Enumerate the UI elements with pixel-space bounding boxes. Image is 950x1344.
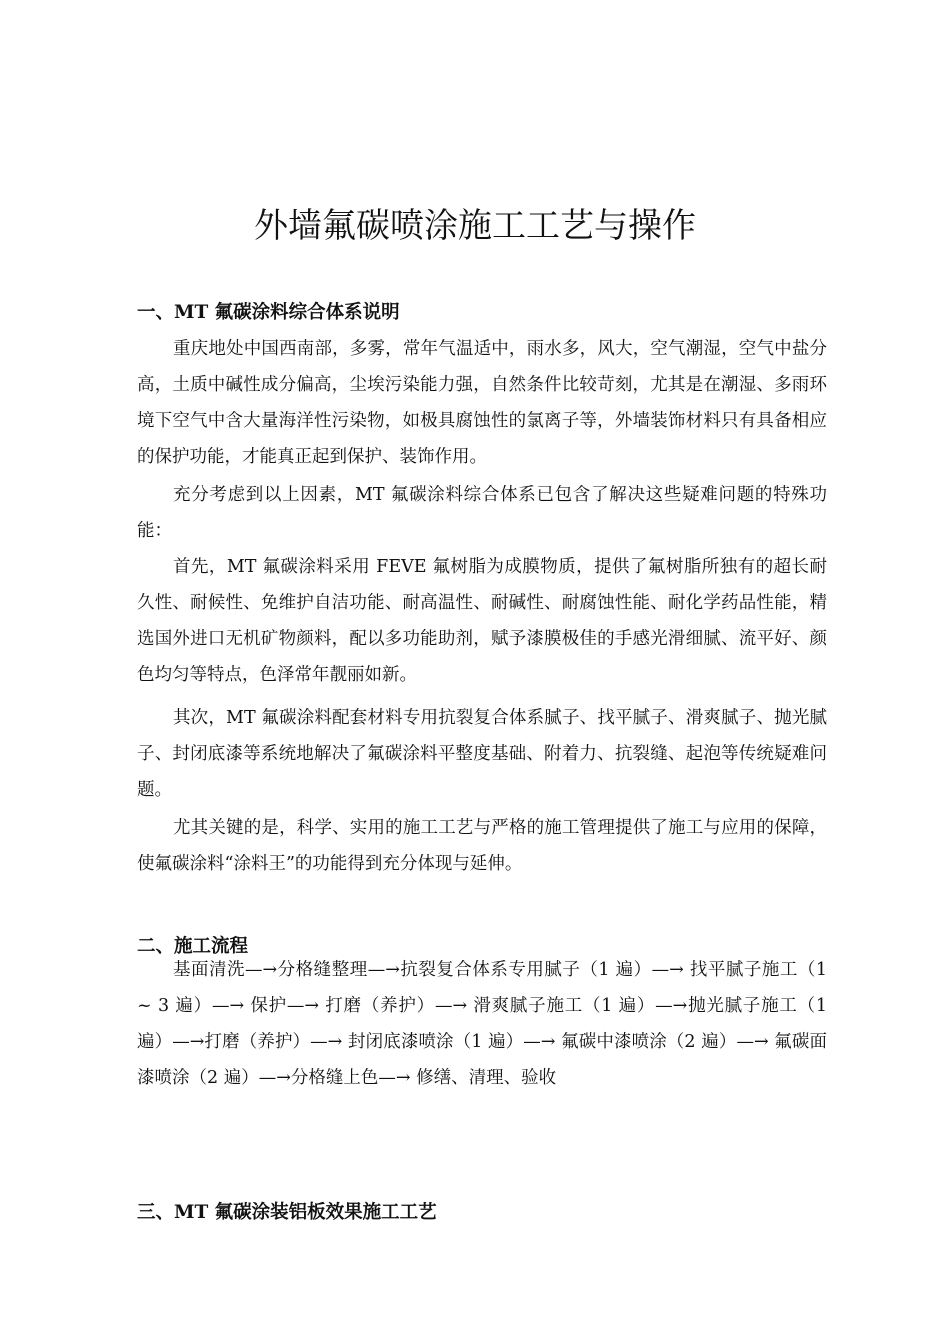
process-flow-paragraph: 基面清洗—→分格缝整理—→抗裂复合体系专用腻子（1 遍）—→ 找平腻子施工（1 ~ 3 遍）—→ 保护—→ 打磨（养护）—→ 滑爽腻子施工（1 遍）—→抛光腻子施工（1 遍）—→打磨（养护）—→ 封闭底漆喷涂（1 遍）—→ 氟碳中漆喷涂（2 遍）—→ 氟碳面漆喷涂（2 遍）—→分格缝上色—→ 修缮、清理、验收 [137,960,827,1088]
section-heading-2: 二、施工流程 [137,936,249,957]
paragraph: 充分考虑到以上因素，MT 氟碳涂料综合体系已包含了解决这些疑难问题的特殊功能： [137,485,827,541]
paragraph: 尤其关键的是，科学、实用的施工工艺与严格的施工管理提供了施工与应用的保障，使氟碳涂料“涂料王”的功能得到充分体现与延伸。 [137,818,827,874]
paragraph: 首先，MT 氟碳涂料采用 FEVE 氟树脂为成膜物质，提供了氟树脂所独有的超长耐久性、耐候性、免维护自洁功能、耐高温性、耐碱性、耐腐蚀性能、耐化学药品性能，精选国外进口无机矿物颜料，配以多功能助剂，赋予漆膜极佳的手感光滑细腻、流平好、颜色均匀等特点，色泽常年靓丽如新。 [137,557,827,685]
section-heading-3: 三、MT 氟碳涂装铝板效果施工工艺 [137,1202,437,1223]
section-heading-1: 一、MT 氟碳涂料综合体系说明 [137,302,400,323]
paragraph: 重庆地处中国西南部，多雾，常年气温适中，雨水多，风大，空气潮湿，空气中盐分高，土质中碱性成分偏高，尘埃污染能力强，自然条件比较苛刻，尤其是在潮湿、多雨环境下空气中含大量海洋性污染物，如极具腐蚀性的氯离子等，外墙装饰材料只有具备相应的保护功能，才能真正起到保护、装饰作用。 [137,339,827,467]
paragraph: 其次，MT 氟碳涂料配套材料专用抗裂复合体系腻子、找平腻子、滑爽腻子、抛光腻子、封闭底漆等系统地解决了氟碳涂料平整度基础、附着力、抗裂缝、起泡等传统疑难问题。 [137,708,827,800]
document-title: 外墙氟碳喷涂施工工艺与操作 [254,206,696,246]
